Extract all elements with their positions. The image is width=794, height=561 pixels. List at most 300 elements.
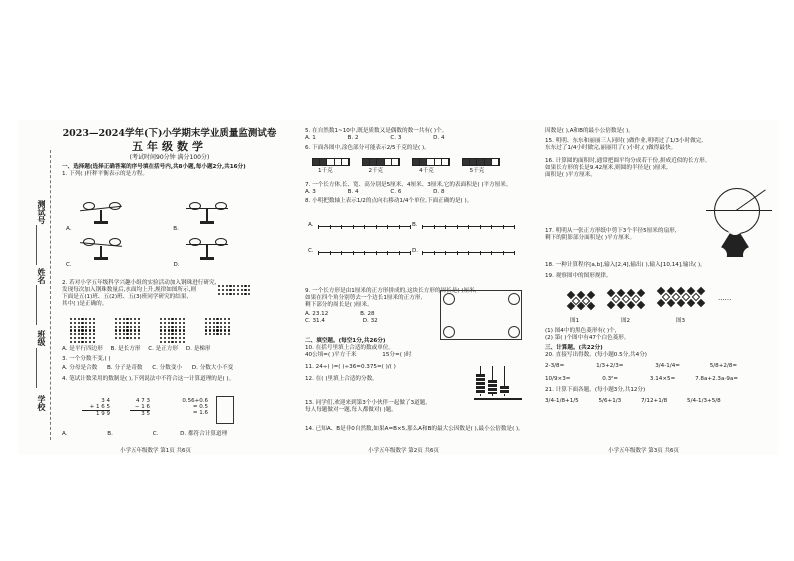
- q4-option-c[interactable]: C.: [152, 431, 159, 437]
- q2-option-b[interactable]: B. 是长方形: [110, 346, 141, 352]
- q3-text: 3. 一个分数不变,( ): [62, 356, 111, 362]
- q19-pattern-3: [655, 286, 707, 316]
- question-19-parts: [545, 328, 775, 405]
- q2-line-4: 其中( )是正确的。: [62, 300, 108, 307]
- dot: [81, 337, 83, 339]
- number-line-tick: [457, 251, 458, 255]
- q20-item-2[interactable]: 1/3+2/3=: [596, 362, 624, 369]
- q8-number-line-a: [318, 226, 410, 227]
- dot: [160, 341, 162, 343]
- dot: [222, 289, 224, 291]
- q6-caption-b: 2千克: [368, 168, 384, 174]
- question-18: 18. 一种计算程序[a,b],输入[2,4],输出( ),输入[10,14],输出( )。: [545, 262, 706, 268]
- dot: [78, 322, 80, 324]
- q5-option-b[interactable]: B. 2: [347, 134, 359, 141]
- dot: [179, 318, 181, 320]
- q9-option-d[interactable]: D. 32: [362, 317, 378, 324]
- question-9: [305, 288, 477, 325]
- q2-option-a[interactable]: A. 是平行四边形: [62, 346, 103, 352]
- dot: [226, 289, 228, 291]
- number-line-tick: [410, 225, 411, 229]
- dot: [228, 322, 230, 324]
- dot: [138, 322, 140, 324]
- dot: [134, 333, 136, 335]
- dot: [168, 337, 170, 339]
- number-line-tick: [468, 251, 469, 255]
- section-2-heading: 二、填空题。(每空1分,共26分): [305, 338, 386, 344]
- dot: [209, 333, 211, 335]
- q9-line-2: 如果在四个角分别剪去一个边长1厘米的正方形,: [305, 294, 423, 301]
- dot: [89, 341, 91, 343]
- q8-option-a[interactable]: A.: [308, 222, 314, 228]
- dot: [89, 322, 91, 324]
- dot: [123, 322, 125, 324]
- dot: [126, 337, 128, 339]
- q8-number-line-c: [318, 252, 410, 253]
- question-16-line-3: 面积是( )平方厘米。: [545, 171, 596, 178]
- question-13-line-2: 每人每题做对一题,每人都做对( )题。: [305, 406, 397, 413]
- dot: [115, 326, 117, 328]
- question-8: 8. 小明把数轴上表示1/2的点向右移动1/4个单位,下面正确的是( )。: [305, 197, 473, 204]
- dot: [126, 333, 128, 335]
- dot: [175, 326, 177, 328]
- dot: [130, 337, 132, 339]
- dot: [93, 326, 95, 328]
- dot: [70, 333, 72, 335]
- q4-option-b[interactable]: B.: [107, 431, 113, 437]
- number-line-tick: [480, 251, 481, 255]
- dot: [171, 337, 173, 339]
- q8-option-c[interactable]: C.: [308, 248, 314, 254]
- q5-option-a[interactable]: A. 1: [305, 134, 316, 141]
- q2-dot-grid-c: [160, 318, 185, 343]
- q5-option-c[interactable]: C. 3: [390, 134, 402, 141]
- q19-caption-1: 图1: [570, 318, 580, 324]
- dot: [115, 322, 117, 324]
- dot: [233, 285, 235, 287]
- dot: [216, 333, 218, 335]
- dot: [85, 326, 87, 328]
- dot: [213, 322, 215, 324]
- q2-dot-pattern: [218, 285, 250, 295]
- page-3: [545, 128, 775, 179]
- q4-calc-c: 0.56+0.6 = 0.5 = 1.6: [182, 398, 208, 416]
- dot: [216, 318, 218, 320]
- q2-option-c[interactable]: C. 是正方形: [148, 346, 179, 352]
- q2-dot-grid-b: [115, 318, 140, 339]
- dot: [160, 318, 162, 320]
- q10-item-a[interactable]: 40公顷=( )平方千米: [305, 351, 357, 358]
- section-3-heading: 三、计算题。(共22分): [545, 344, 603, 351]
- q19-caption-2: 图2: [620, 318, 631, 324]
- number-line-tick: [387, 251, 388, 255]
- dot: [224, 318, 226, 320]
- q6-captions: [318, 168, 518, 175]
- dot: [226, 293, 228, 295]
- page-2: [305, 128, 525, 152]
- q7-option-a[interactable]: A. 3: [305, 188, 316, 195]
- page-2-footer: 小学五年级数学 第2页 共6页: [368, 448, 439, 454]
- q6-caption-d: 5千克: [469, 168, 485, 174]
- dot: [164, 322, 166, 324]
- dot: [220, 329, 222, 331]
- dot: [248, 293, 250, 295]
- dot: [171, 341, 173, 343]
- q12-abacus-figure: [474, 366, 522, 400]
- q3-option-c[interactable]: C. 分数变小: [152, 364, 183, 371]
- q6-caption-a: 1千克: [318, 168, 333, 174]
- dot: [134, 329, 136, 331]
- dot: [218, 285, 220, 287]
- dot: [241, 285, 243, 287]
- dot: [70, 318, 72, 320]
- dot: [134, 326, 136, 328]
- q9-option-c[interactable]: C. 31.4: [305, 317, 325, 324]
- number-line-tick: [376, 225, 377, 229]
- exam-subject-title: 五年级数学: [132, 139, 207, 153]
- question-20: 20. 直接写出得数。(每小题0.5分,共4分): [545, 351, 647, 358]
- dot: [183, 329, 185, 331]
- dot: [213, 318, 215, 320]
- dot: [119, 326, 121, 328]
- q4-option-d[interactable]: D. 都符合计算道理: [180, 431, 228, 437]
- q20-item-7[interactable]: 3.14×5=: [649, 375, 676, 382]
- q19-part-2: (2) 第( )个图中有47个白色菱形。: [545, 334, 630, 341]
- number-line-tick: [376, 251, 377, 255]
- q1-option-d[interactable]: D.: [173, 262, 180, 268]
- dot: [130, 322, 132, 324]
- dot: [218, 289, 220, 291]
- q21-item-2[interactable]: 5/6+1/3: [598, 397, 622, 404]
- dot: [168, 333, 170, 335]
- dot: [237, 289, 239, 291]
- dot: [218, 293, 220, 295]
- q8-option-d[interactable]: D.: [412, 248, 419, 254]
- dot: [168, 326, 170, 328]
- dot: [164, 329, 166, 331]
- number-line-tick: [491, 225, 492, 229]
- dot: [93, 341, 95, 343]
- dot: [179, 333, 181, 335]
- dot: [134, 322, 136, 324]
- number-line-tick: [353, 251, 354, 255]
- dot: [213, 329, 215, 331]
- q20-item-6[interactable]: 0.3²=: [602, 375, 619, 382]
- number-line-tick: [330, 251, 331, 255]
- dot: [93, 329, 95, 331]
- dot: [164, 318, 166, 320]
- dot: [126, 329, 128, 331]
- dot: [81, 333, 83, 335]
- dot: [224, 322, 226, 324]
- binding-line: [50, 150, 51, 440]
- dot: [70, 329, 72, 331]
- dot: [70, 337, 72, 339]
- dot: [70, 322, 72, 324]
- dot: [70, 326, 72, 328]
- dot: [168, 318, 170, 320]
- number-line-tick: [399, 225, 400, 229]
- question-5: 5. 在自然数1~10中,既是质数又是偶数的数一共有( )个。: [305, 128, 448, 134]
- dot: [220, 318, 222, 320]
- dot: [175, 341, 177, 343]
- q21-item-3[interactable]: 7/12+1/8: [640, 397, 668, 404]
- dot: [216, 322, 218, 324]
- question-13-block: [305, 400, 530, 433]
- q9-option-b[interactable]: B. 28: [360, 310, 375, 317]
- q7-option-c[interactable]: C. 6: [390, 188, 402, 195]
- question-4: 4. 笔试计数采用的数制是( ),下列说法中不符合这一计算道理的是( )。: [62, 375, 235, 382]
- dot: [179, 329, 181, 331]
- dot: [89, 333, 91, 335]
- dot: [93, 333, 95, 335]
- q7-option-d[interactable]: D. 8: [433, 188, 445, 195]
- q2-option-d[interactable]: D. 是梯形: [185, 346, 211, 352]
- q1-option-c[interactable]: C.: [66, 262, 72, 268]
- dot: [81, 322, 83, 324]
- dot: [138, 333, 140, 335]
- dot: [222, 285, 224, 287]
- q4-option-a[interactable]: A.: [62, 431, 68, 437]
- dot: [130, 329, 132, 331]
- dot: [89, 318, 91, 320]
- dot: [168, 341, 170, 343]
- dot: [228, 318, 230, 320]
- q9-line-3: 剩下部分的周长是( )厘米。: [305, 301, 373, 308]
- page-3-footer: 小学五年级数学 第3页 共6页: [608, 448, 679, 454]
- dot: [89, 337, 91, 339]
- dot: [175, 329, 177, 331]
- dot: [123, 329, 125, 331]
- q6-strip-a: [312, 158, 350, 166]
- q21-item-4[interactable]: 5/4-1/3+5/8: [687, 397, 721, 404]
- dot: [123, 326, 125, 328]
- q17-shaded-figure: [715, 225, 755, 257]
- dot: [85, 337, 87, 339]
- q9-corner-tl: [443, 293, 455, 305]
- q20-item-5[interactable]: 10/9×3=: [545, 375, 571, 382]
- dot: [126, 318, 128, 320]
- question-7: 7. 一个长方体,长、宽、高分别是5厘米、4厘米、3厘米,它的表面积是( )平方厘米。: [305, 182, 512, 188]
- dot: [160, 329, 162, 331]
- dot: [168, 322, 170, 324]
- dot: [205, 326, 207, 328]
- dot: [93, 322, 95, 324]
- dot: [123, 333, 125, 335]
- page-1-footer: 小学五年级数学 第1页 共6页: [120, 448, 191, 454]
- q9-option-a[interactable]: A. 23.12: [305, 310, 329, 317]
- question-10: 10. 在括号里填上合适的数或单位。: [305, 344, 394, 351]
- number-line-tick: [434, 251, 435, 255]
- q19-pattern-2: [605, 288, 645, 314]
- dot: [224, 326, 226, 328]
- dot: [119, 318, 121, 320]
- number-line-tick: [503, 251, 504, 255]
- q1-options-row1: [66, 226, 266, 233]
- dot: [209, 329, 211, 331]
- q4-calc-d: [216, 396, 234, 424]
- question-18-block: [545, 262, 775, 280]
- dot: [205, 329, 207, 331]
- number-line-tick: [318, 225, 319, 229]
- q20-item-4[interactable]: 5/8+2/8=: [709, 362, 738, 369]
- q21-item-1[interactable]: 3/4-1/8+1/5: [545, 397, 579, 404]
- dot: [220, 326, 222, 328]
- dot: [183, 333, 185, 335]
- dot: [123, 337, 125, 339]
- dot: [115, 337, 117, 339]
- question-17: 17. 明明从一张正方形纸中剪下3个半径5厘米的扇形,: [545, 228, 677, 234]
- dot: [179, 322, 181, 324]
- dot: [130, 326, 132, 328]
- number-line-tick: [445, 225, 446, 229]
- q1-scale-c: [80, 238, 122, 260]
- dot: [130, 318, 132, 320]
- dot: [183, 341, 185, 343]
- dot: [93, 337, 95, 339]
- dot: [74, 326, 76, 328]
- q1-option-b[interactable]: B.: [173, 226, 179, 232]
- exam-number-label: 测试号: [37, 200, 46, 224]
- dot: [233, 293, 235, 295]
- dot: [205, 322, 207, 324]
- dot: [160, 333, 162, 335]
- dot: [130, 333, 132, 335]
- q20-item-1[interactable]: 2-3/8=: [545, 362, 565, 369]
- dot: [81, 341, 83, 343]
- dot: [134, 318, 136, 320]
- dot: [183, 322, 185, 324]
- dot: [220, 333, 222, 335]
- dot: [138, 326, 140, 328]
- dot: [78, 329, 80, 331]
- dot: [78, 318, 80, 320]
- dot: [119, 333, 121, 335]
- dot: [164, 333, 166, 335]
- number-line-tick: [422, 251, 423, 255]
- q20-item-3[interactable]: 3/4-1/4=: [655, 362, 680, 369]
- dot: [81, 326, 83, 328]
- number-line-tick: [318, 251, 319, 255]
- q2-dot-grid-a: [70, 318, 95, 343]
- number-line-tick: [491, 251, 492, 255]
- q9-corner-br: [508, 326, 520, 338]
- q2-line-2: 发现每次加入钢珠数量后,水面均上升,规律如图所示,则: [62, 286, 196, 293]
- q1-option-a[interactable]: A.: [66, 226, 72, 232]
- q7-option-b[interactable]: B. 4: [347, 188, 359, 195]
- question-6: 6. 下面各图中,涂色部分可能表示2/5千克的是( )。: [305, 144, 430, 151]
- name-label: 姓名: [37, 268, 46, 284]
- dot: [183, 326, 185, 328]
- q3-option-d[interactable]: D. 分数大小不变: [191, 364, 234, 371]
- number-line-tick: [387, 225, 388, 229]
- q6-caption-c: 4千克: [419, 168, 434, 174]
- number-line-tick: [503, 225, 504, 229]
- dot: [115, 329, 117, 331]
- dot: [175, 333, 177, 335]
- dot: [164, 326, 166, 328]
- q10-item-b[interactable]: 15分=( )时: [382, 351, 412, 358]
- q5-option-d[interactable]: D. 4: [433, 134, 445, 141]
- class-label: 班级: [37, 330, 46, 346]
- number-line-tick: [399, 251, 400, 255]
- dot: [164, 341, 166, 343]
- question-11: 11. 24÷( )=( )÷36=0.375=( )/( ): [305, 363, 396, 370]
- dot: [233, 289, 235, 291]
- dot: [164, 337, 166, 339]
- dot: [224, 333, 226, 335]
- question-14-cont: 因数是( ),A和B的最小公倍数是( )。: [545, 128, 634, 134]
- dot: [171, 326, 173, 328]
- dot: [209, 326, 211, 328]
- dot: [222, 293, 224, 295]
- dot: [244, 289, 246, 291]
- question-16-line-2: 如果长方形的长是9.42厘米,则圆的半径是( )厘米,: [545, 164, 668, 171]
- school-label: 学校: [37, 395, 46, 411]
- q6-strip-c: [412, 158, 450, 166]
- dot: [244, 293, 246, 295]
- dot: [78, 326, 80, 328]
- dot: [248, 285, 250, 287]
- dot: [179, 341, 181, 343]
- question-13: 13. 同学们,欢迎来到第3个小伙伴一起做了3道题,: [305, 400, 428, 406]
- q2-options: [62, 346, 277, 353]
- q8-option-b[interactable]: B.: [412, 222, 418, 228]
- dot: [89, 329, 91, 331]
- dot: [85, 329, 87, 331]
- q4-options: [62, 431, 277, 438]
- question-12: 12. 在( )里填上合适的分数。: [305, 375, 378, 382]
- number-line-tick: [353, 225, 354, 229]
- dot: [89, 326, 91, 328]
- dot: [220, 322, 222, 324]
- number-line-tick: [330, 225, 331, 229]
- dot: [171, 333, 173, 335]
- dot: [126, 326, 128, 328]
- dot: [209, 318, 211, 320]
- q8-number-line-d: [422, 252, 514, 253]
- q19-caption-3: 图3: [675, 318, 686, 324]
- q4-calc-a: 3 4 + 1 6 5 1 9 9: [82, 398, 110, 428]
- q3-option-b[interactable]: B. 分子是奇数: [107, 364, 143, 371]
- dot: [216, 326, 218, 328]
- question-2: [62, 280, 217, 308]
- dot: [138, 337, 140, 339]
- q20-item-8[interactable]: 7.8a+2.3a-9a=: [695, 375, 739, 382]
- q1-scale-a: [80, 202, 122, 224]
- question-17-line-2: 剩下的阴影部分面积是( )平方厘米。: [545, 234, 636, 241]
- dot: [85, 322, 87, 324]
- dot: [168, 329, 170, 331]
- number-line-tick: [468, 225, 469, 229]
- q19-part-1: (1) 图4中的黑色菱形有( )个,: [545, 328, 617, 334]
- q8-number-line-b: [422, 226, 514, 227]
- q3-option-a[interactable]: A. 分母是合数: [62, 364, 98, 371]
- number-line-tick: [480, 225, 481, 229]
- dot: [74, 333, 76, 335]
- dot: [175, 318, 177, 320]
- dot: [228, 326, 230, 328]
- q9-corner-tr: [508, 293, 520, 305]
- q1-options-row2: [66, 262, 266, 269]
- dot: [183, 318, 185, 320]
- dot: [115, 318, 117, 320]
- dot: [216, 329, 218, 331]
- number-line-tick: [434, 225, 435, 229]
- dot: [237, 285, 239, 287]
- dot: [74, 337, 76, 339]
- number-line-tick: [341, 251, 342, 255]
